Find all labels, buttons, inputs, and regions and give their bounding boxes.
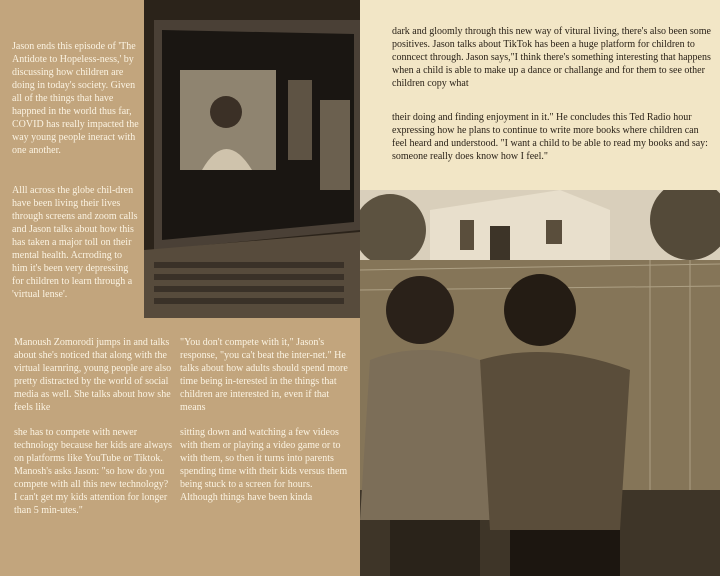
- left-paragraph-1: Jason ends this episode of 'The Antidote to Hopeless-ness,' by discussing how children are doing in today's society. Given all of the things that have happned in the world thus far, COVID has really impacted the way young people ineract with one another.: [12, 41, 139, 156]
- kids-illustration: [360, 190, 720, 576]
- girl-head: [386, 276, 454, 344]
- bottom-left-text: [0, 318, 360, 576]
- girl-shirt: [360, 350, 490, 520]
- person-head: [210, 96, 242, 128]
- right-text-panel: [360, 0, 720, 190]
- col1-top-paragraph: Manoush Zomorodi jumps in and talks about she's noticed that along with the virtual learnring, young people are also pretty distracted by the world of social media as well. She talks about how she feels like: [14, 337, 172, 413]
- left-column: [0, 0, 144, 318]
- col2-top-paragraph: "You don't compete with it," Jason's response, "you ca't beat the inter-net." He talks about how adults should spend more time being in-terested in the things that children are interested in, even if that means: [180, 337, 348, 413]
- col2-bottom-paragraph: sitting down and watching a few videos with them or playing a video game or to with them, so then it turns into parents spending time with their kids versus them being stuck to a screen for hours. Although things have been kinda: [180, 427, 348, 503]
- kids-photo: [360, 190, 720, 576]
- right-paragraph-1: dark and gloomly through this new way of vitural living, there's also been some positives. Jason talks about TikTok has been a huge platform for children to conncect through. Jason says,"I think there's something interesting that happens when a child is able to make up a dance or challange and for them to see other children copy what: [392, 26, 711, 89]
- laptop-photo: [144, 0, 360, 318]
- laptop-illustration: [144, 0, 360, 318]
- left-paragraph-2: Alll across the globe chil-dren have been living their lives through screens and zoom calls and Jason talks about how this has taken a major toll on their mental health. Acrroding to him it's been very depressing for children to learn through a 'virtual lense'.: [12, 185, 138, 300]
- boy-head: [504, 274, 576, 346]
- col1-bottom-paragraph: she has to compete with newer technology because her kids are always on platforms like YouTube or Tiktok. Manosh's asks Jason: "so how do you compete with all this new technology? I can't get my kids attention for longer than 5 min-utes.": [14, 427, 172, 516]
- boy-shirt: [480, 352, 630, 530]
- right-paragraph-2: their doing and finding enjoyment in it." He concludes this Ted Radio hour expressing how he plans to continue to write more books where children can feel heard and understood. "I want a child to be able to read my books and say: someone really does know how I feel.": [392, 112, 708, 162]
